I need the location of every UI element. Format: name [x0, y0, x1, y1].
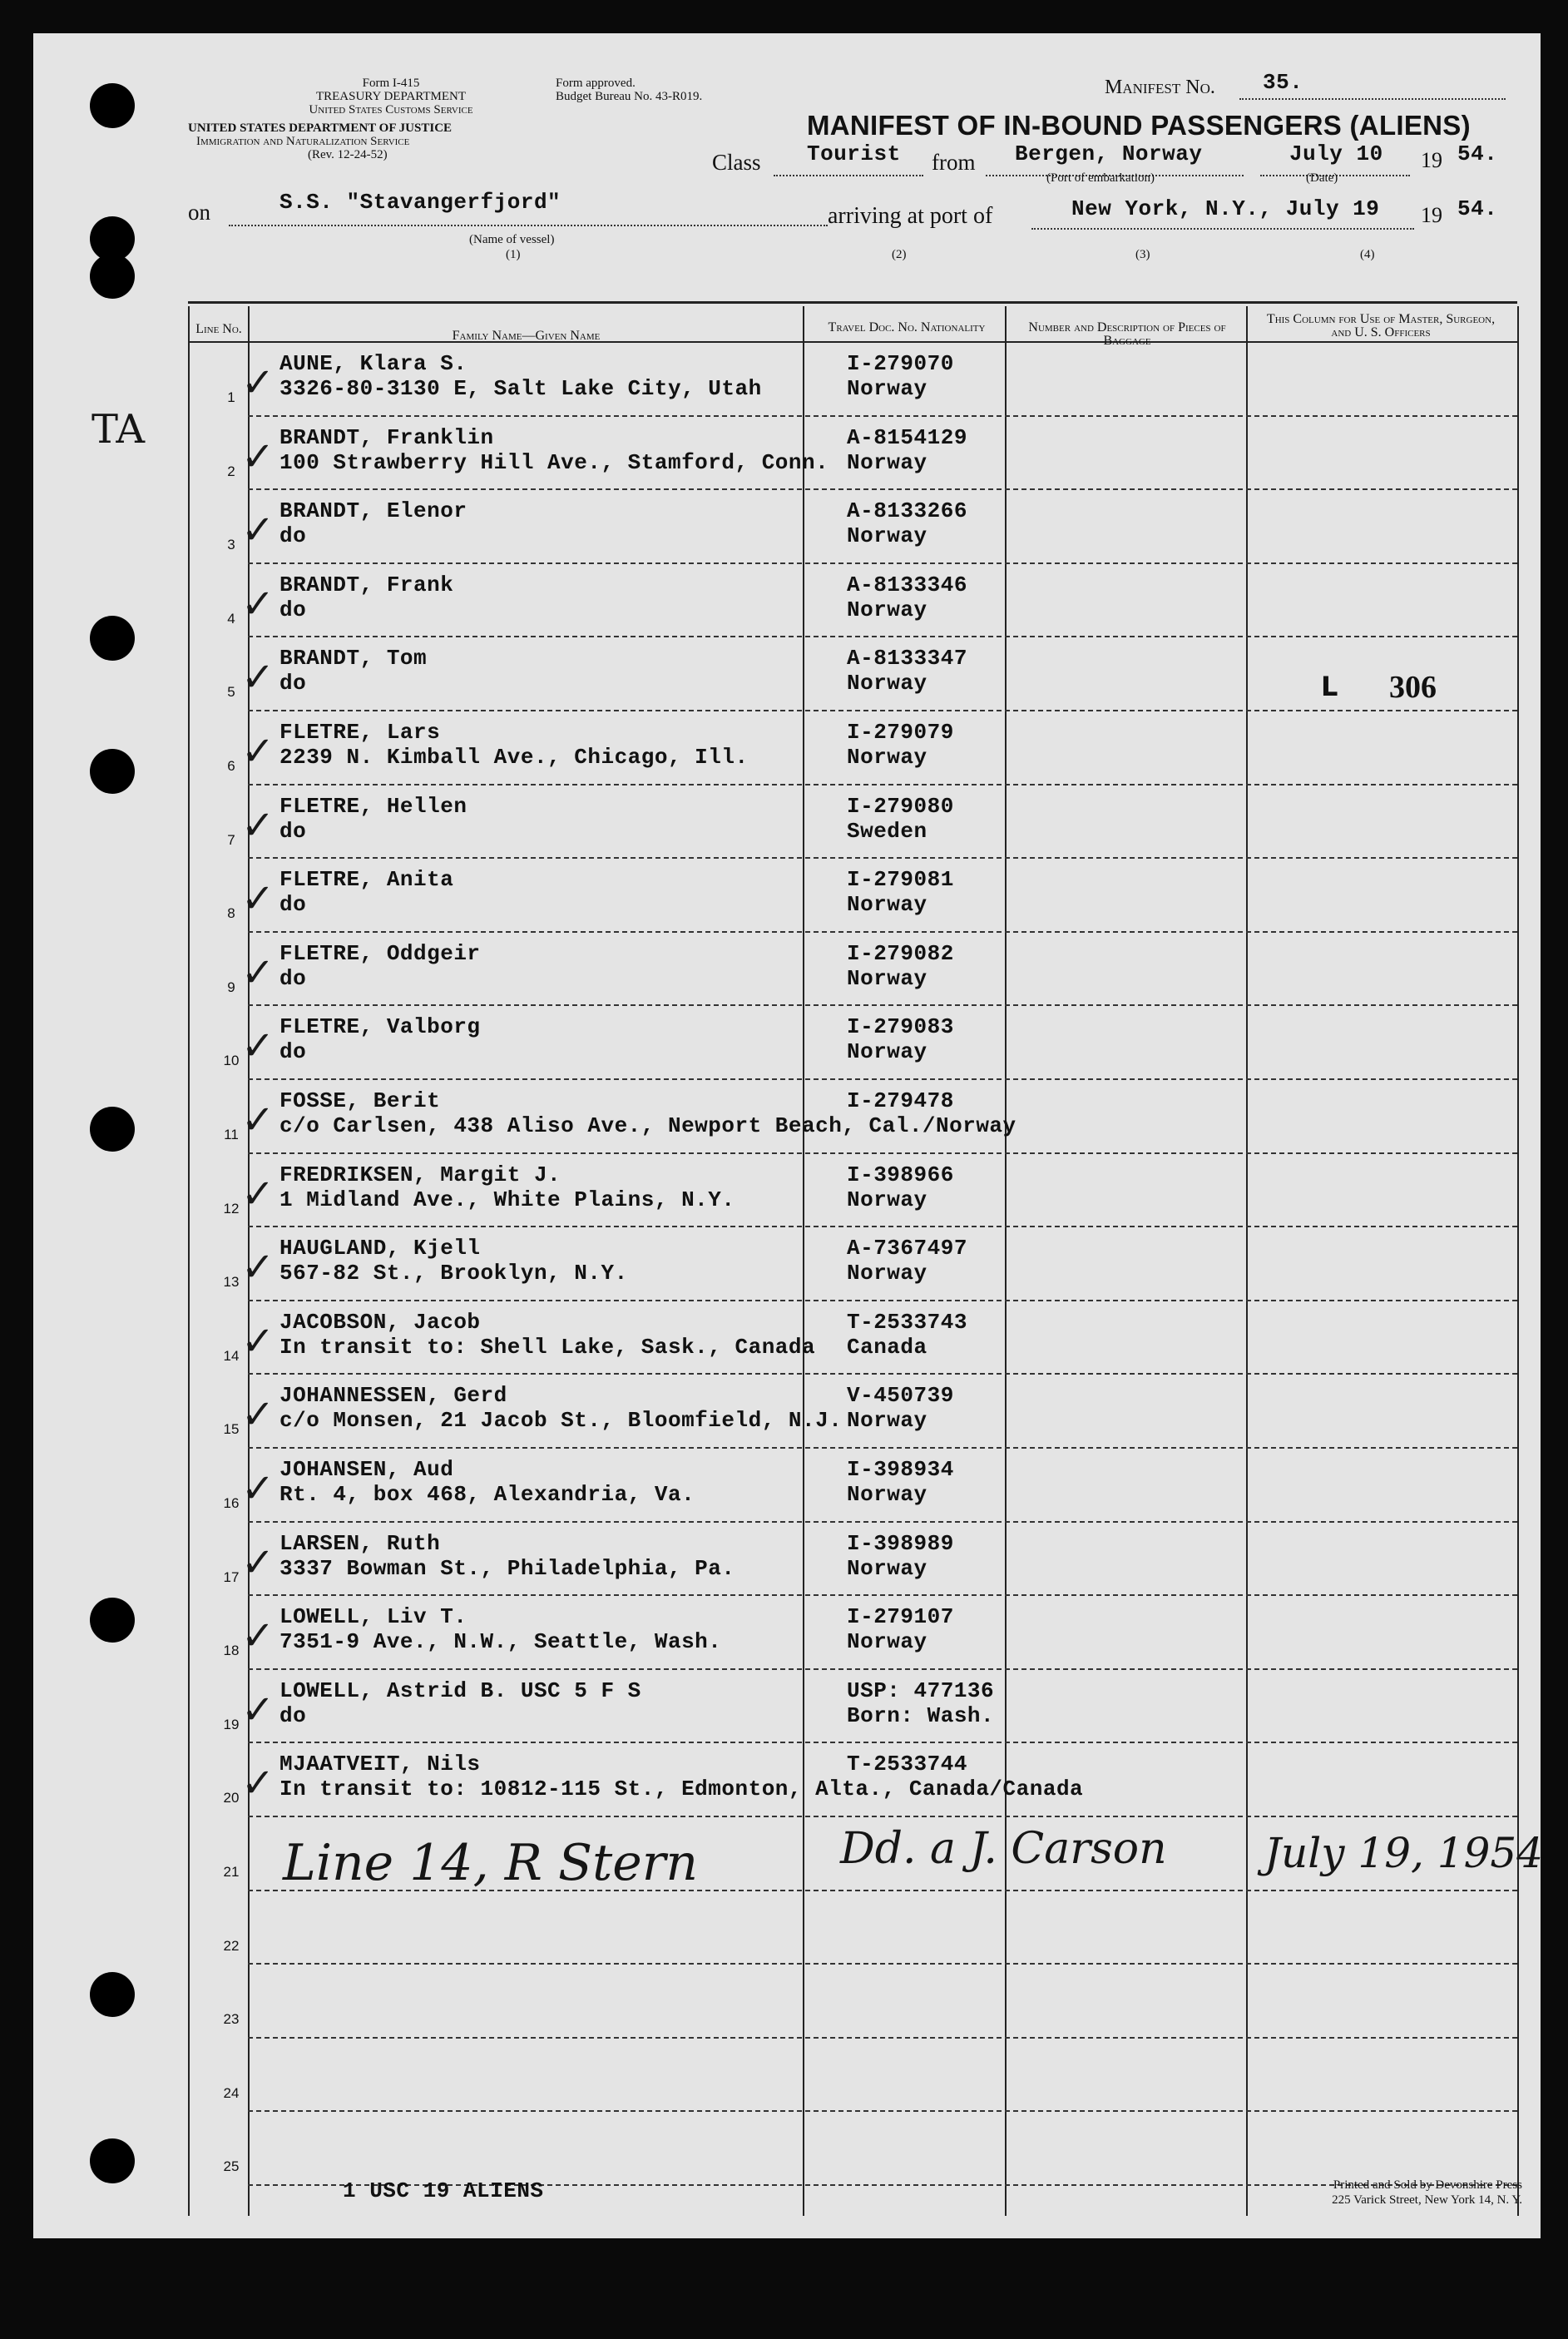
customs-service: United States Customs Service	[309, 103, 473, 116]
passenger-address: do	[279, 818, 307, 844]
year-value-2: 54.	[1457, 196, 1498, 221]
printer-line-1: Printed and Sold by Devonshire Press	[1333, 2178, 1522, 2192]
vessel-name: S.S. "Stavangerfjord"	[279, 190, 561, 215]
line-number: 9	[227, 979, 235, 995]
line-number: 10	[223, 1053, 240, 1069]
ins-header: Immigration and Naturalization Service	[196, 135, 410, 148]
line-number: 18	[223, 1643, 240, 1659]
passenger-name: LARSEN, Ruth	[279, 1530, 441, 1556]
nationality: Norway	[847, 1187, 927, 1212]
travel-doc-no: I-279081	[847, 867, 954, 893]
travel-doc-no: I-398934	[847, 1457, 954, 1482]
binder-hole	[90, 749, 135, 794]
passenger-address: 3337 Bowman St., Philadelphia, Pa.	[279, 1555, 735, 1581]
passenger-address: 1 Midland Ave., White Plains, N.Y.	[279, 1187, 735, 1212]
line-number: 1	[227, 389, 235, 405]
line-number: 13	[223, 1274, 240, 1291]
handwritten-signature: Dd. a J. Carson	[840, 1824, 1167, 1874]
nationality: Norway	[847, 449, 927, 475]
travel-doc-no: A-8133346	[847, 572, 967, 597]
line-number: 2	[227, 463, 235, 479]
passenger-address: Rt. 4, box 468, Alexandria, Va.	[279, 1482, 695, 1507]
header-line-no: Line No.	[195, 322, 242, 336]
arriving-label: arriving at port of	[828, 203, 993, 229]
revision: (Rev. 12-24-52)	[308, 148, 388, 161]
totals: 1 USC 19 ALIENS	[343, 2178, 544, 2203]
passenger-name: BRANDT, Tom	[279, 646, 428, 671]
passenger-name: HAUGLAND, Kjell	[279, 1236, 481, 1261]
class-value: Tourist	[807, 141, 901, 166]
nationality: Sweden	[847, 818, 927, 844]
travel-doc-no: I-279082	[847, 940, 954, 966]
port-value: Bergen, Norway	[1015, 141, 1203, 166]
year-prefix-2: 19	[1421, 203, 1442, 227]
line-number: 25	[223, 2158, 240, 2175]
check-mark-icon: ✓	[241, 801, 275, 849]
year-value: 54.	[1457, 141, 1498, 166]
line-number: 17	[223, 1568, 240, 1585]
nationality: Norway	[847, 892, 927, 918]
passenger-address: In transit to: Shell Lake, Sask., Canada	[279, 1334, 816, 1360]
printer-line-2: 225 Varick Street, New York 14, N. Y.	[1332, 2193, 1522, 2207]
nationality: Norway	[847, 376, 927, 401]
travel-doc-no: I-279083	[847, 1014, 954, 1040]
passenger-name: JOHANSEN, Aud	[279, 1457, 454, 1482]
passenger-address: do	[279, 597, 307, 622]
vessel-caption: (Name of vessel)	[469, 233, 555, 246]
col-number: (1)	[506, 248, 521, 261]
check-mark-icon: ✓	[241, 949, 275, 996]
passenger-address: do	[279, 523, 307, 549]
manifest-no-value: 35.	[1263, 70, 1303, 95]
travel-doc-no: A-8133347	[847, 646, 967, 671]
treasury-dept: TREASURY DEPARTMENT	[315, 90, 467, 103]
check-mark-icon: ✓	[241, 359, 275, 406]
nationality: Norway	[847, 597, 927, 622]
passenger-name: LOWELL, Astrid B. USC 5 F S	[279, 1677, 641, 1703]
travel-doc-no: T-2533743	[847, 1309, 967, 1335]
line-number: 16	[223, 1495, 240, 1511]
passenger-address: In transit to: 10812-115 St., Edmonton, Alta., Canada/Canada	[279, 1777, 1084, 1802]
check-mark-icon: ✓	[241, 1613, 275, 1660]
passenger-address: 2239 N. Kimball Ave., Chicago, Ill.	[279, 745, 749, 770]
arrival-value: New York, N.Y., July 19	[1071, 196, 1380, 221]
nationality: Born: Wash.	[847, 1702, 995, 1728]
passenger-name: BRANDT, Franklin	[279, 424, 494, 450]
line-number: 22	[223, 1937, 240, 1954]
nationality: Norway	[847, 1555, 927, 1581]
check-mark-icon: ✓	[241, 507, 275, 554]
line-number: 4	[227, 610, 235, 627]
embarkation-caption: (Port of embarkation)	[1046, 171, 1155, 185]
nationality: Norway	[847, 671, 927, 696]
passenger-name: FLETRE, Hellen	[279, 793, 467, 819]
check-mark-icon: ✓	[241, 1317, 275, 1365]
class-label: Class	[712, 150, 761, 175]
page-title: MANIFEST OF IN-BOUND PASSENGERS (ALIENS)	[807, 110, 1471, 141]
row5-mark: L	[1321, 671, 1338, 702]
embark-date: July 10	[1289, 141, 1383, 166]
travel-doc-no: I-279478	[847, 1088, 954, 1113]
line-number: 11	[224, 1127, 239, 1142]
travel-doc-no: A-8133266	[847, 498, 967, 524]
passenger-name: AUNE, Klara S.	[279, 351, 467, 376]
passenger-name: JOHANNESSEN, Gerd	[279, 1383, 507, 1409]
nationality: Norway	[847, 965, 927, 991]
passenger-address: 100 Strawberry Hill Ave., Stamford, Conn.	[279, 449, 829, 475]
binder-hole	[90, 616, 135, 661]
passenger-name: JACOBSON, Jacob	[279, 1309, 481, 1335]
check-mark-icon: ✓	[241, 1097, 275, 1143]
year-prefix: 19	[1421, 148, 1442, 172]
nationality: Norway	[847, 1629, 927, 1655]
form-number: Form I-415	[362, 77, 420, 90]
passenger-address: do	[279, 965, 307, 991]
check-mark-icon: ✓	[241, 433, 275, 480]
travel-doc-no: I-279107	[847, 1604, 954, 1630]
travel-doc-no: I-398966	[847, 1162, 954, 1187]
passenger-address: 567-82 St., Brooklyn, N.Y.	[279, 1261, 628, 1286]
binder-hole	[90, 83, 135, 128]
line-number: 5	[227, 684, 235, 701]
nationality: Norway	[847, 1261, 927, 1286]
budget-bureau: Budget Bureau No. 43-R019.	[556, 90, 703, 103]
travel-doc-no: I-279080	[847, 793, 954, 819]
line-number: 20	[223, 1790, 240, 1806]
travel-doc-no: A-7367497	[847, 1236, 967, 1261]
passenger-address: do	[279, 1039, 307, 1065]
binder-hole	[90, 2138, 135, 2183]
line-number: 3	[227, 537, 235, 553]
manifest-no-label: Manifest No.	[1105, 77, 1215, 98]
line-number: 21	[223, 1864, 240, 1880]
passenger-name: LOWELL, Liv T.	[279, 1604, 467, 1630]
binder-hole	[90, 1598, 135, 1643]
passenger-address: c/o Monsen, 21 Jacob St., Bloomfield, N.J.	[279, 1408, 843, 1434]
col-number: (2)	[892, 248, 907, 261]
passenger-address: 3326-80-3130 E, Salt Lake City, Utah	[279, 376, 762, 401]
on-label: on	[188, 200, 210, 225]
travel-doc-no: I-398989	[847, 1530, 954, 1556]
passenger-address: do	[279, 892, 307, 918]
passenger-name: BRANDT, Elenor	[279, 498, 467, 524]
travel-doc-no: A-8154129	[847, 424, 967, 450]
line-number: 15	[223, 1421, 240, 1438]
binder-hole	[90, 1972, 135, 2017]
col-number: (3)	[1135, 248, 1150, 261]
check-mark-icon: ✓	[241, 728, 275, 775]
check-mark-icon: ✓	[241, 580, 275, 627]
passenger-address: do	[279, 1702, 307, 1728]
travel-doc-no: I-279079	[847, 720, 954, 745]
line-number: 6	[227, 758, 235, 774]
manifest-page	[33, 33, 1544, 2238]
passenger-name: FLETRE, Oddgeir	[279, 940, 481, 966]
passenger-name: BRANDT, Frank	[279, 572, 454, 597]
handwritten-line-note: Line 14, R Stern	[283, 1834, 699, 1892]
check-mark-icon: ✓	[241, 1686, 275, 1733]
nationality: Norway	[847, 745, 927, 770]
line-number: 14	[223, 1347, 240, 1364]
margin-note-ta: TA	[92, 406, 146, 453]
line-number: 12	[223, 1200, 240, 1217]
passenger-name: MJAATVEIT, Nils	[279, 1752, 481, 1777]
passenger-address: 7351-9 Ave., N.W., Seattle, Wash.	[279, 1629, 722, 1655]
travel-doc-no: T-2533744	[847, 1752, 967, 1777]
header-baggage: Number and Description of Pieces of Baggage	[1028, 320, 1226, 348]
date-caption: (Date)	[1306, 171, 1338, 185]
travel-doc-no: I-279070	[847, 351, 954, 376]
check-mark-icon: ✓	[241, 1244, 275, 1291]
col-number: (4)	[1360, 248, 1375, 261]
check-mark-icon: ✓	[241, 1539, 275, 1586]
header-name: Family Name—Given Name	[452, 329, 601, 343]
header-travel-doc: Travel Doc. No. Nationality	[828, 320, 986, 334]
travel-doc-no: V-450739	[847, 1383, 954, 1409]
check-mark-icon: ✓	[241, 654, 275, 701]
stamp-number: 306	[1389, 670, 1437, 705]
travel-doc-no: USP: 477136	[847, 1677, 995, 1703]
check-mark-icon: ✓	[241, 1465, 275, 1512]
check-mark-icon: ✓	[241, 1023, 275, 1070]
check-mark-icon: ✓	[241, 1391, 275, 1439]
nationality: Norway	[847, 1482, 927, 1507]
doj-header: UNITED STATES DEPARTMENT OF JUSTICE	[188, 121, 453, 135]
passenger-name: FREDRIKSEN, Margit J.	[279, 1162, 561, 1187]
nationality: Norway	[847, 523, 927, 549]
binder-hole	[90, 254, 135, 299]
handwritten-date: July 19, 1954	[1264, 1829, 1544, 1877]
passenger-name: FLETRE, Anita	[279, 867, 454, 893]
line-number: 7	[227, 831, 235, 848]
nationality: Canada	[847, 1334, 927, 1360]
line-number: 8	[227, 905, 235, 922]
check-mark-icon: ✓	[241, 875, 275, 923]
passenger-name: FLETRE, Lars	[279, 720, 441, 745]
nationality: Norway	[847, 1039, 927, 1065]
check-mark-icon: ✓	[241, 1170, 275, 1217]
line-number: 24	[223, 2084, 240, 2101]
passenger-name: FLETRE, Valborg	[279, 1014, 481, 1040]
line-number: 19	[223, 1716, 240, 1732]
binder-hole	[90, 1107, 135, 1152]
passenger-address: do	[279, 671, 307, 696]
from-label: from	[932, 150, 976, 175]
passenger-address: c/o Carlsen, 438 Aliso Ave., Newport Beach, Cal./Norway	[279, 1113, 1016, 1138]
nationality: Norway	[847, 1408, 927, 1434]
passenger-name: FOSSE, Berit	[279, 1088, 441, 1113]
check-mark-icon: ✓	[241, 1760, 275, 1807]
line-number: 23	[223, 2011, 240, 2028]
header-official-use: This Column for Use of Master, Surgeon, and U. S. Officers	[1266, 312, 1496, 339]
form-approved: Form approved.	[556, 77, 636, 90]
